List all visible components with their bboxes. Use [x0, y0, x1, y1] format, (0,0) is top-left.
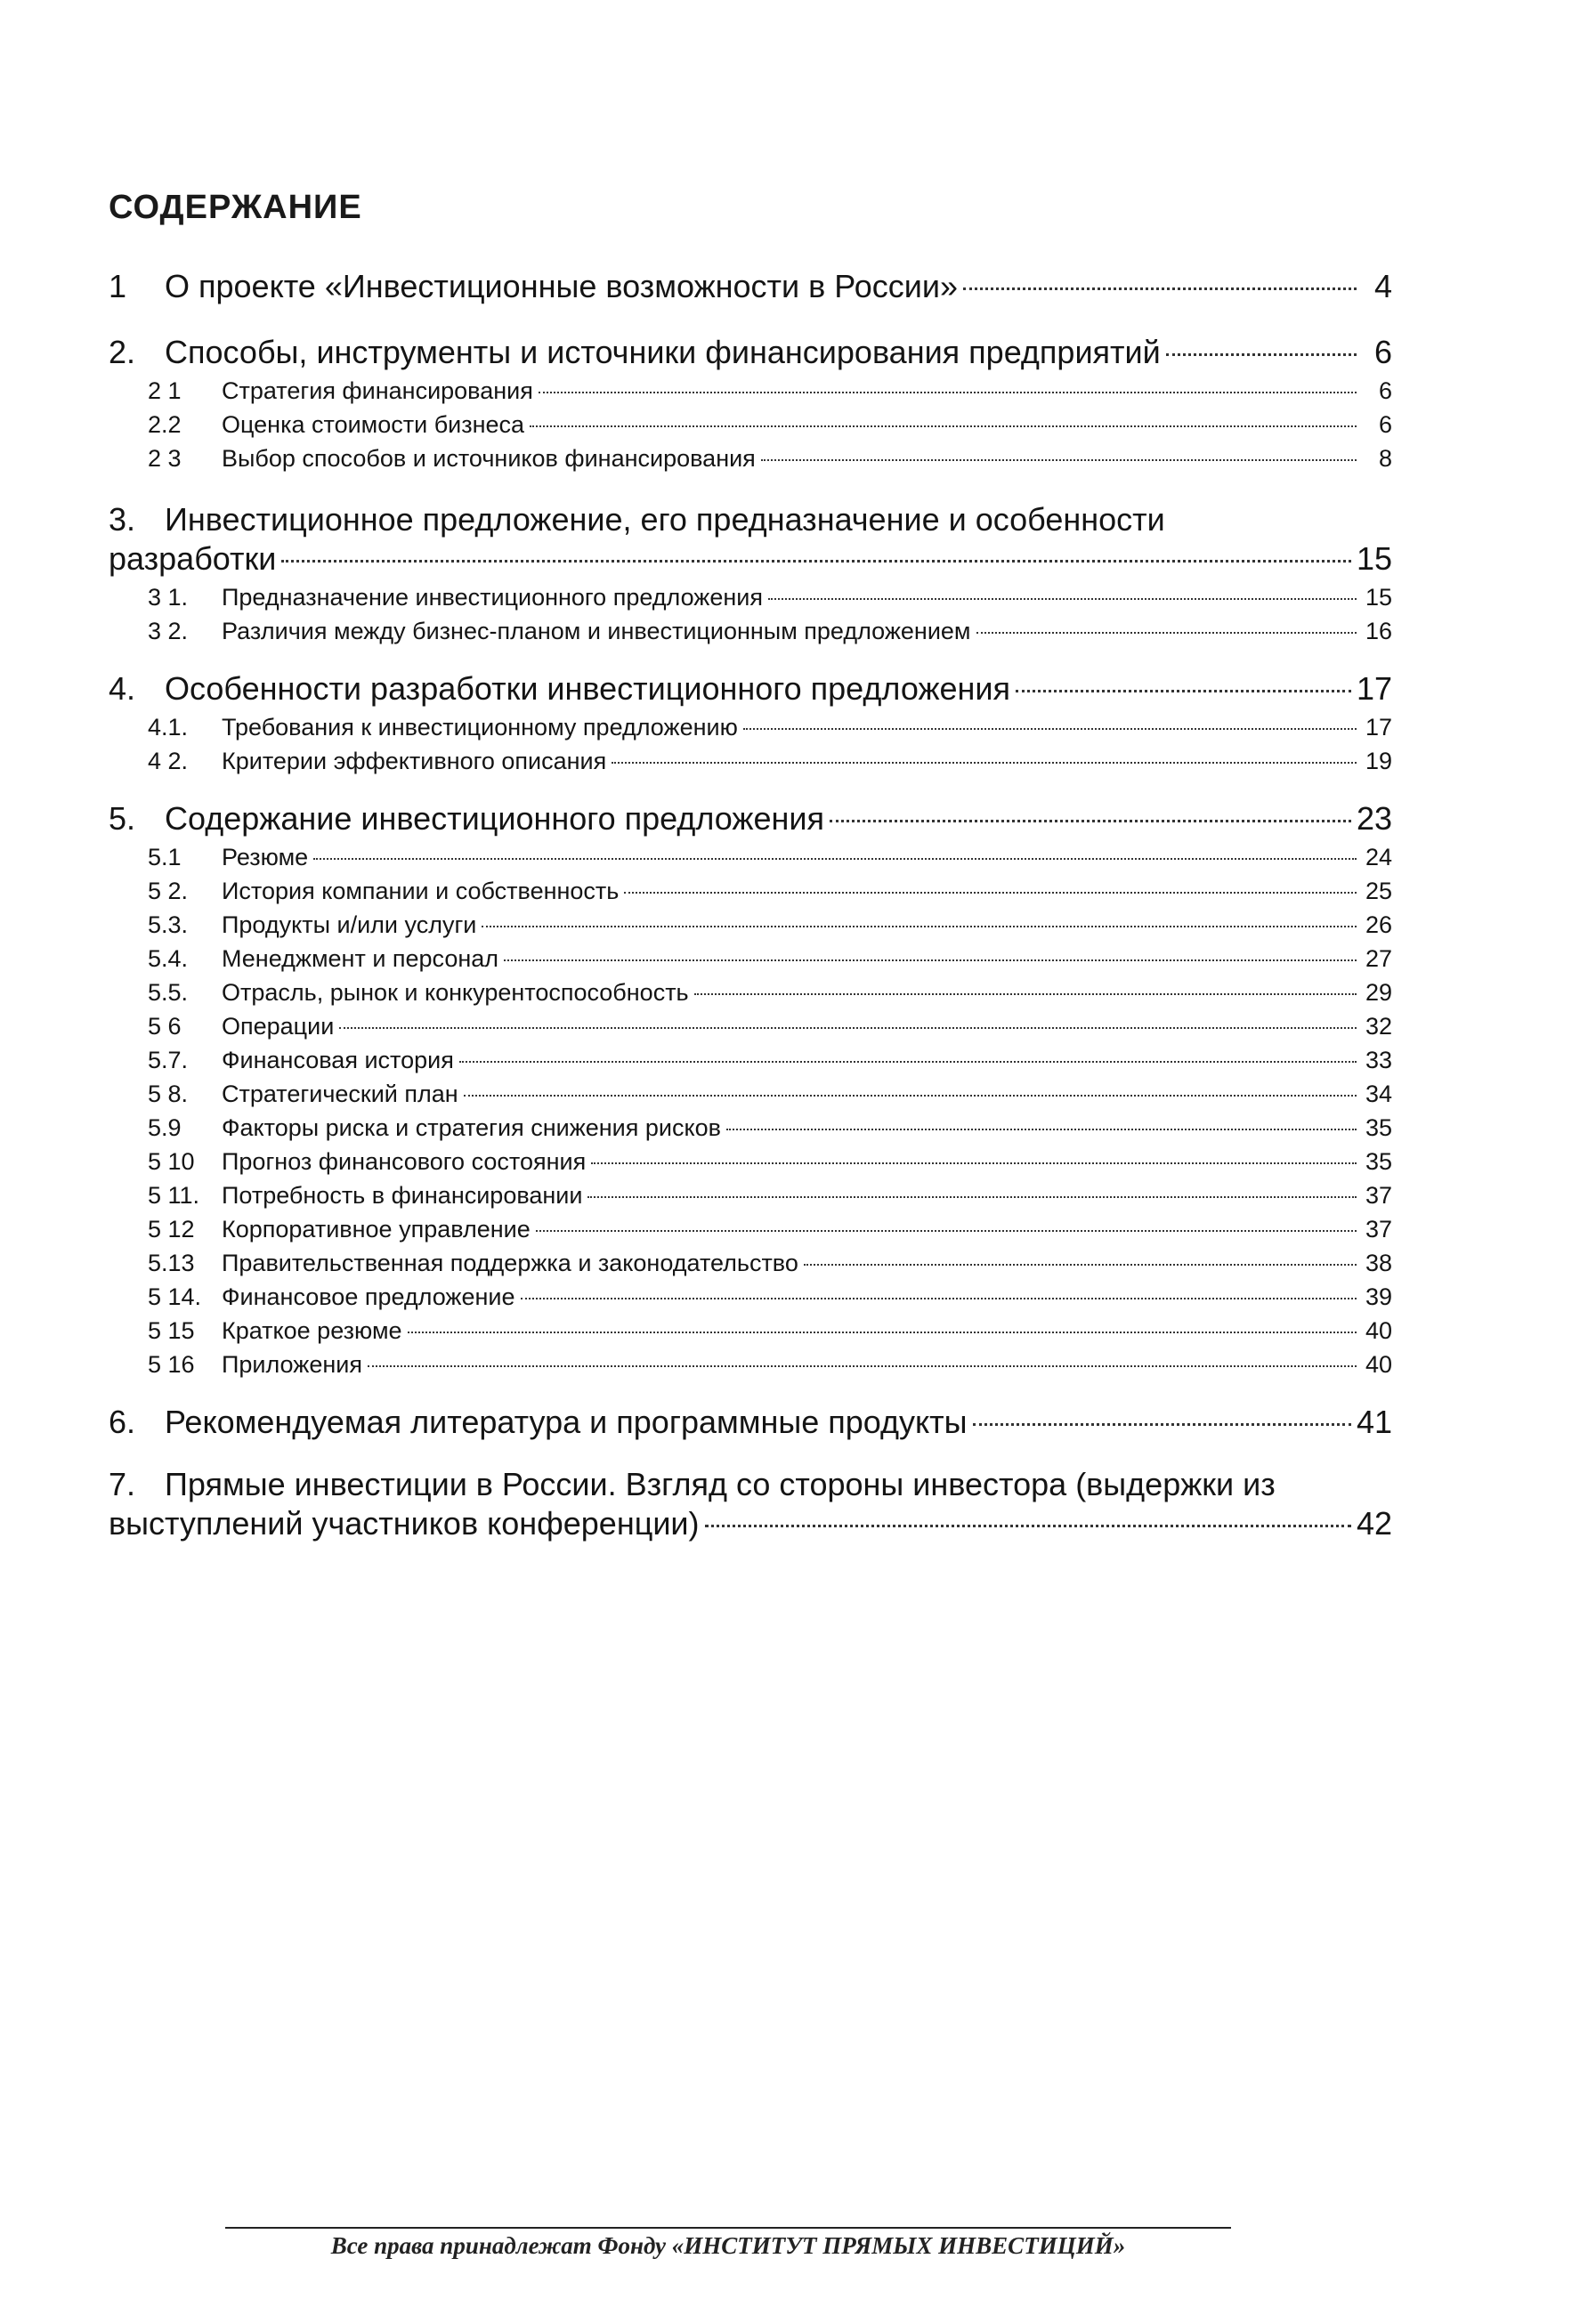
toc-entry-number: 5.7.	[148, 1047, 189, 1073]
dot-leader	[743, 728, 1357, 730]
toc-entry-line	[109, 539, 1392, 579]
dot-leader	[539, 392, 1357, 393]
toc-entry-page: 37	[1365, 1182, 1392, 1209]
dot-leader	[504, 959, 1357, 961]
toc-entry-page: 6	[1373, 334, 1392, 370]
toc-entry-page: 38	[1365, 1250, 1392, 1276]
toc-entry-page: 41	[1356, 1404, 1392, 1440]
toc-entry-number: 5.1	[148, 844, 182, 870]
toc-entry-title: Стратегия финансирования	[222, 377, 533, 404]
toc-entry-number: 5.4.	[148, 945, 189, 972]
dot-leader	[804, 1264, 1357, 1266]
dot-leader	[726, 1129, 1357, 1130]
toc-subentry	[148, 712, 1392, 742]
dot-leader	[624, 892, 1357, 894]
dot-leader	[761, 459, 1357, 461]
toc-entry-title: О проекте «Инвестиционные возможности в России»	[165, 268, 958, 304]
dot-leader	[1166, 353, 1357, 356]
dot-leader	[521, 1298, 1357, 1299]
toc-entry-title: Корпоративное управление	[222, 1216, 531, 1243]
toc-entry-line	[109, 1465, 1392, 1504]
toc-entry	[109, 267, 1392, 306]
toc-entry-number: 5 2.	[148, 878, 189, 904]
toc-entry-title: Операции	[222, 1013, 335, 1040]
dot-leader	[591, 1162, 1357, 1164]
toc-entry-number: 1	[109, 268, 127, 304]
toc-subentry	[148, 1214, 1392, 1244]
toc-subentry	[148, 977, 1392, 1008]
toc-entry	[109, 1403, 1392, 1442]
dot-leader	[694, 993, 1357, 995]
toc-entry-number: 5 10	[148, 1148, 195, 1175]
toc-entry-page: 15	[1365, 584, 1392, 611]
toc-subentry	[148, 1282, 1392, 1312]
toc-entry-title: Содержание инвестиционного предложения	[165, 800, 824, 837]
dot-leader	[530, 425, 1357, 427]
toc-subentry	[148, 1248, 1392, 1278]
dot-leader	[536, 1230, 1357, 1232]
dot-leader	[976, 632, 1357, 634]
toc-entry-title: Приложения	[222, 1351, 362, 1378]
toc-subentry	[148, 1079, 1392, 1109]
toc-entry-number: 5 12	[148, 1216, 195, 1243]
toc-entry	[109, 1465, 1392, 1543]
toc-entry-number: 5 11.	[148, 1182, 200, 1209]
toc-subentry	[148, 1146, 1392, 1177]
toc-entry-title: Оценка стоимости бизнеса	[222, 411, 525, 438]
toc-entry-number: 5.9	[148, 1114, 182, 1141]
toc-entry-title: Критерии эффективного описания	[222, 748, 607, 774]
toc-subentry	[148, 1011, 1392, 1041]
toc-entry-page: 8	[1378, 445, 1392, 472]
dot-leader	[973, 1423, 1351, 1426]
toc-entry-number: 2 3	[148, 445, 182, 472]
toc-subentry	[148, 1180, 1392, 1210]
dot-leader	[705, 1525, 1351, 1527]
toc-subentry	[148, 409, 1392, 440]
toc-entry-page: 17	[1356, 670, 1392, 707]
toc-entry-line	[109, 1504, 1392, 1543]
toc-entry-title: Стратегический план	[222, 1081, 458, 1107]
toc-entry-number: 6.	[109, 1404, 136, 1440]
toc-entry-page: 39	[1365, 1283, 1392, 1310]
toc-entry-title: Прямые инвестиции в России. Взгляд со стороны инвестора (выдержки из	[165, 1466, 1276, 1502]
toc-entry-page: 16	[1365, 618, 1392, 644]
toc-entry-title: Особенности разработки инвестиционного предложения	[165, 670, 1011, 707]
toc-subentry	[148, 443, 1392, 474]
toc-entry-title: разработки	[109, 540, 277, 577]
toc-entry-title: Потребность в финансировании	[222, 1182, 583, 1209]
dot-leader	[830, 820, 1351, 822]
toc-entry-page: 19	[1365, 748, 1392, 774]
toc-entry-title: История компании и собственность	[222, 878, 620, 904]
dot-leader	[768, 598, 1357, 600]
dot-leader	[587, 1196, 1357, 1198]
toc-entry-title: Факторы риска и стратегия снижения рисков	[222, 1114, 721, 1141]
toc-subentry	[148, 1045, 1392, 1075]
toc-subentry	[148, 1113, 1392, 1143]
toc-entry-number: 5.3.	[148, 911, 189, 938]
toc-entry-number: 3.	[109, 501, 136, 538]
toc-entry-title: выступлений участников конференции)	[109, 1505, 700, 1542]
toc-entry-page: 25	[1365, 878, 1392, 904]
toc-entry-number: 3 1.	[148, 584, 189, 611]
toc-entry-title: Менеджмент и персонал	[222, 945, 499, 972]
toc-subentry	[148, 582, 1392, 612]
toc-entry-page: 40	[1365, 1317, 1392, 1344]
toc-entry-number: 4.1.	[148, 714, 189, 741]
toc-entry-page: 32	[1365, 1013, 1392, 1040]
toc-subentry	[148, 943, 1392, 974]
toc-entry-number: 2.	[109, 334, 136, 370]
toc-entry-page: 42	[1356, 1505, 1392, 1542]
toc-entry-page: 35	[1365, 1114, 1392, 1141]
toc-entry-number: 3 2.	[148, 618, 189, 644]
toc-entry-number: 5 8.	[148, 1081, 189, 1107]
toc-entry-page: 35	[1365, 1148, 1392, 1175]
toc-entry-number: 5 16	[148, 1351, 195, 1378]
dot-leader	[281, 560, 1351, 563]
toc-entry-title: Прогноз финансового состояния	[222, 1148, 587, 1175]
footer-copyright: Все права принадлежат Фонду «ИНСТИТУТ ПРЯМЫХ ИНВЕСТИЦИЙ»	[330, 2232, 1126, 2259]
toc-entry-title: Резюме	[222, 844, 309, 870]
toc-entry-title: Требования к инвестиционному предложению	[222, 714, 738, 741]
dot-leader	[963, 287, 1357, 290]
toc-subentry	[148, 376, 1392, 406]
dot-leader	[1016, 690, 1351, 692]
toc-entry-number: 5.5.	[148, 979, 189, 1006]
toc-entry-title: Выбор способов и источников финансирования	[222, 445, 756, 472]
toc-heading: СОДЕРЖАНИЕ	[109, 189, 362, 226]
toc-entry	[109, 333, 1392, 372]
toc-entry-page: 34	[1365, 1081, 1392, 1107]
dot-leader	[339, 1027, 1357, 1029]
toc-entry-number: 7.	[109, 1466, 136, 1502]
toc-entry-title: Финансовое предложение	[222, 1283, 515, 1310]
toc-entry	[109, 500, 1392, 579]
toc-entry-title: Краткое резюме	[222, 1317, 402, 1344]
dot-leader	[408, 1332, 1357, 1333]
toc-entry-number: 2 1	[148, 377, 182, 404]
toc-entry-page: 26	[1365, 911, 1392, 938]
toc-subentry	[148, 910, 1392, 940]
dot-leader	[612, 762, 1357, 764]
toc-entry	[109, 799, 1392, 838]
dot-leader	[368, 1365, 1357, 1367]
toc-subentry	[148, 1349, 1392, 1380]
toc-entry-page: 4	[1373, 268, 1392, 304]
toc-entry-title: Предназначение инвестиционного предложения	[222, 584, 763, 611]
toc-entry-number: 5 6	[148, 1013, 182, 1040]
toc-entry-page: 40	[1365, 1351, 1392, 1378]
toc-entry-page: 29	[1365, 979, 1392, 1006]
table-of-contents	[109, 267, 1392, 1543]
toc-entry-page: 17	[1365, 714, 1392, 741]
toc-subentry	[148, 746, 1392, 776]
toc-entry-page: 6	[1378, 377, 1392, 404]
toc-entry-page: 6	[1378, 411, 1392, 438]
toc-entry-number: 5 14.	[148, 1283, 202, 1310]
toc-entry-number: 5.	[109, 800, 136, 837]
toc-entry-page: 15	[1356, 540, 1392, 577]
toc-entry-title: Продукты и/или услуги	[222, 911, 477, 938]
toc-entry-title: Инвестиционное предложение, его предназначение и особенности	[165, 501, 1165, 538]
toc-entry	[109, 669, 1392, 708]
toc-entry-title: Рекомендуемая литература и программные продукты	[165, 1404, 968, 1440]
toc-subentry	[148, 876, 1392, 906]
toc-entry-title: Отрасль, рынок и конкурентоспособность	[222, 979, 689, 1006]
toc-entry-page: 24	[1365, 844, 1392, 870]
dot-leader	[459, 1061, 1357, 1063]
footer-rule	[225, 2227, 1231, 2229]
toc-subentry	[148, 616, 1392, 646]
toc-entry-page: 27	[1365, 945, 1392, 972]
toc-entry-title: Финансовая история	[222, 1047, 454, 1073]
toc-entry-line	[109, 500, 1392, 539]
toc-entry-number: 2.2	[148, 411, 182, 438]
dot-leader	[313, 858, 1357, 860]
toc-entry-number: 4 2.	[148, 748, 189, 774]
toc-entry-page: 33	[1365, 1047, 1392, 1073]
toc-subentry	[148, 1315, 1392, 1346]
toc-entry-number: 5.13	[148, 1250, 195, 1276]
toc-subentry	[148, 842, 1392, 872]
toc-entry-title: Правительственная поддержка и законодательство	[222, 1250, 798, 1276]
toc-entry-title: Различия между бизнес-планом и инвестиционным предложением	[222, 618, 971, 644]
toc-entry-page: 37	[1365, 1216, 1392, 1243]
dot-leader	[464, 1095, 1357, 1097]
toc-entry-number: 4.	[109, 670, 136, 707]
toc-entry-title: Способы, инструменты и источники финансирования предприятий	[165, 334, 1161, 370]
toc-entry-number: 5 15	[148, 1317, 195, 1344]
dot-leader	[482, 926, 1357, 927]
toc-entry-page: 23	[1356, 800, 1392, 837]
